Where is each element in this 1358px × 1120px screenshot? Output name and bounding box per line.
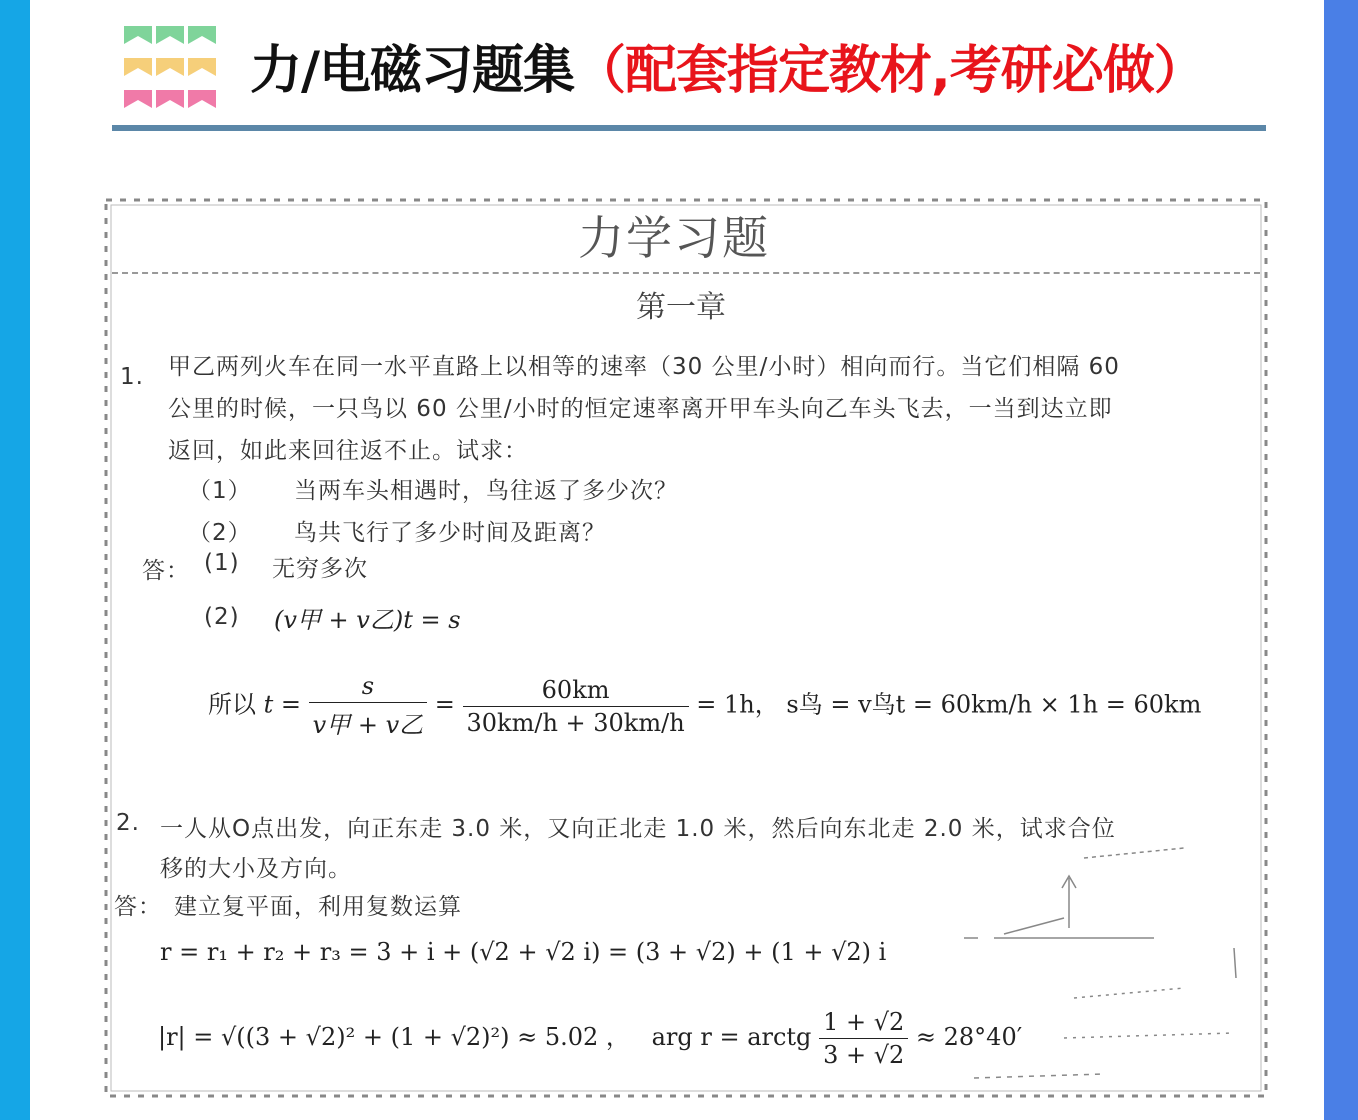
q1-answer2-label: (2) — [204, 604, 240, 630]
q1-fraction2-den: 30km/h + 30km/h — [466, 708, 685, 737]
scanned-document — [104, 198, 1268, 1098]
q1-fraction1 — [309, 672, 427, 740]
q1-fraction2 — [463, 676, 689, 737]
page-header — [112, 14, 1266, 134]
q1-sub2-label: （2） — [188, 520, 252, 546]
title-subtitle: （配套指定教材,考研必做） — [574, 41, 1205, 101]
q1-answer3: 所以 t = $\frac{s}{\text{v甲 + v乙}}$ = $\frac{60km}{30km/h + 30km/h}$ = 1h， s鸟 = v鸟t = 60km/h × 1h = 60km — [208, 672, 1202, 739]
q1-line3: 返回，如此来回往返不止。试求： — [168, 438, 528, 464]
doc-main-title: 力学习题 — [578, 211, 770, 265]
page-title — [250, 28, 1205, 103]
q2-answer-label: 答： — [114, 894, 162, 920]
q1-sub2: 鸟共飞行了多少时间及距离？ — [294, 520, 606, 546]
q2-equation2-arg: arg r = arctg — [651, 1023, 812, 1051]
q2-number: 2. — [116, 810, 140, 836]
q1-line2: 公里的时候，一只鸟以 60 公里/小时的恒定速率离开甲车头向乙车头飞去，一当到达立即 — [168, 396, 1113, 422]
q2-fraction-den: 3 + √2 — [823, 1041, 905, 1069]
q1-answer1-label: (1) — [204, 550, 240, 576]
handwritten-sketch — [944, 838, 1254, 1088]
bunting-flags-icon — [122, 22, 218, 118]
q2-equation2 — [158, 1008, 1022, 1069]
q1-fraction1-den: v甲 + v乙 — [312, 711, 424, 739]
q2-line2: 移的大小及方向。 — [160, 856, 352, 882]
q2-fraction — [819, 1008, 908, 1069]
q1-fraction1-num: s — [309, 672, 427, 703]
q1-sub1-label: （1） — [188, 478, 252, 504]
q2-equation2-lhs: |r| = √((3 + √2)² + (1 + √2)²) ≈ 5.02 ， — [158, 1023, 630, 1051]
chapter-heading: 第一章 — [636, 290, 726, 325]
q1-fraction2-num: 60km — [463, 676, 689, 707]
q1-answer3-tail: = 1h， s鸟 = v鸟t = 60km/h × 1h = 60km — [696, 690, 1202, 719]
q2-equation1: r = r₁ + r₂ + r₃ = 3 + i + (√2 + √2 i) = (3 + √2) + (1 + √2) i — [160, 938, 887, 966]
q1-number: 1. — [120, 364, 144, 390]
q1-answer-label: 答： — [142, 558, 190, 584]
q1-answer1: 无穷多次 — [272, 556, 368, 582]
q2-fraction-num: 1 + √2 — [819, 1008, 908, 1039]
right-accent-bar — [1324, 0, 1358, 1120]
q1-line1: 甲乙两列火车在同一水平直路上以相等的速率（30 公里/小时）相向而行。当它们相隔 60 — [168, 354, 1120, 380]
title-divider — [112, 272, 1260, 274]
q1-answer3-prefix: 所以 — [208, 690, 256, 719]
header-rule — [112, 125, 1266, 131]
left-accent-bar — [0, 0, 30, 1120]
title-main: 力/电磁习题集 — [250, 41, 574, 101]
q2-answer-intro: 建立复平面，利用复数运算 — [174, 894, 462, 920]
q2-equation2-tail: ≈ 28°40′ — [915, 1023, 1023, 1051]
q1-answer2-equation: (v甲 + v乙)t = s — [274, 606, 461, 634]
q1-sub1: 当两车头相遇时，鸟往返了多少次？ — [294, 478, 678, 504]
q2-line1: 一人从O点出发，向正东走 3.0 米，又向正北走 1.0 米，然后向东北走 2.0 米，试求合位 — [160, 816, 1116, 842]
